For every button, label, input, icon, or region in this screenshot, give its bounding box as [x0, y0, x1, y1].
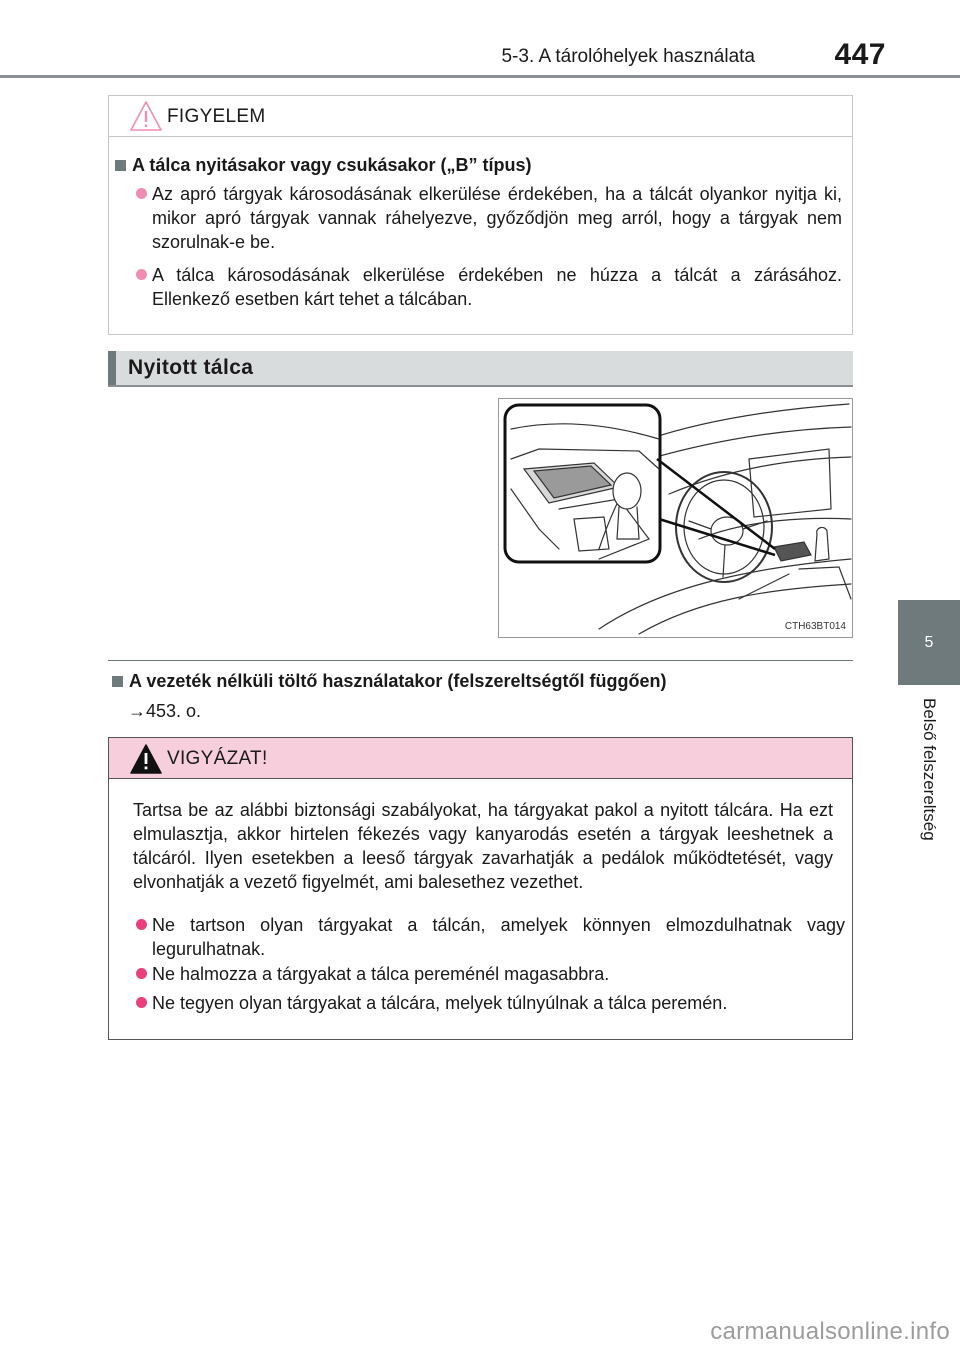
section-heading-bar [108, 351, 853, 385]
caution-bullet-2: Ne halmozza a tárgyakat a tálca pereménél magasabbra. [152, 964, 610, 984]
caution-bullet-1: Ne tartson olyan tárgyakat a tálcán, amelyek könnyen elmozdulhatnak vagy legurulhatnak. [152, 915, 845, 959]
chapter-side-label [898, 690, 960, 890]
chapter-tab [898, 600, 960, 685]
section-title: Nyitott tálca [128, 356, 254, 379]
notice-bullet-1: Az apró tárgyak károsodásának elkerülése érdekében, ha a tálcát olyankor nyitja ki, mikor apró tárgyak vannak ráhelyezve, győződjön meg arról, hogy a tárgyak nem szorulnak-e be. [152, 184, 842, 252]
chapter-number: 5 [924, 633, 934, 651]
notice-title: FIGYELEM [167, 106, 266, 127]
wireless-heading [112, 671, 666, 692]
header-rule [0, 75, 960, 78]
caution-header [109, 738, 852, 779]
illustration-code: CTH63BT014 [784, 621, 846, 632]
caution-title: VIGYÁZAT! [167, 748, 268, 769]
warning-filled-icon [129, 743, 163, 775]
warning-outline-icon [129, 100, 163, 132]
watermark: carmanualsonline.info [710, 1318, 950, 1345]
dashboard-tray-drawing [499, 399, 853, 638]
page-number: 447 [834, 38, 886, 71]
bullet-dot-icon [136, 269, 147, 280]
running-header-section: 5-3. A tárolóhelyek használata [501, 46, 755, 67]
caution-bullet-3: Ne tegyen olyan tárgyakat a tálcára, melyek túlnyúlnak a tálca peremén. [152, 993, 728, 1013]
bullet-dot-icon [136, 997, 147, 1008]
bullet-dot-icon [136, 968, 147, 979]
wireless-heading-text: A vezeték nélküli töltő használatakor (felszereltségtől függően) [129, 671, 667, 691]
notice-bullet-2: A tálca károsodásának elkerülése érdekében ne húzza a tálcát a zárásához. Ellenkező esetben kárt tehet a tálcában. [152, 265, 842, 309]
notice-heading-text: A tálca nyitásakor vagy csukásakor („B” típus) [132, 155, 532, 175]
tray-illustration [498, 398, 853, 638]
bullet-dot-icon [136, 919, 147, 930]
chapter-label-text: Belső felszereltség [920, 698, 939, 841]
section-accent [108, 351, 116, 385]
divider [108, 660, 853, 661]
square-bullet-icon [115, 160, 126, 171]
section-underline [108, 385, 853, 387]
bullet-dot-icon [136, 188, 147, 199]
square-bullet-icon [112, 676, 123, 687]
page-reference: →453. o. [128, 701, 202, 721]
notice-heading [115, 155, 532, 176]
notice-header [109, 96, 852, 137]
caution-paragraph: Tartsa be az alábbi biztonsági szabályokat, ha tárgyakat pakol a nyitott tálcára. Ha ezt elmulasztja, akkor hirtelen fékezés vagy kanyarodás esetén a tárgyak leeshetnek a tálcáról. Ilyen esetekben a leeső tárgyak zavarhatják a pedálok működtetését, vagy elvonhatják a vezető figyelmét, ami balesethez vezethet. [133, 800, 833, 892]
